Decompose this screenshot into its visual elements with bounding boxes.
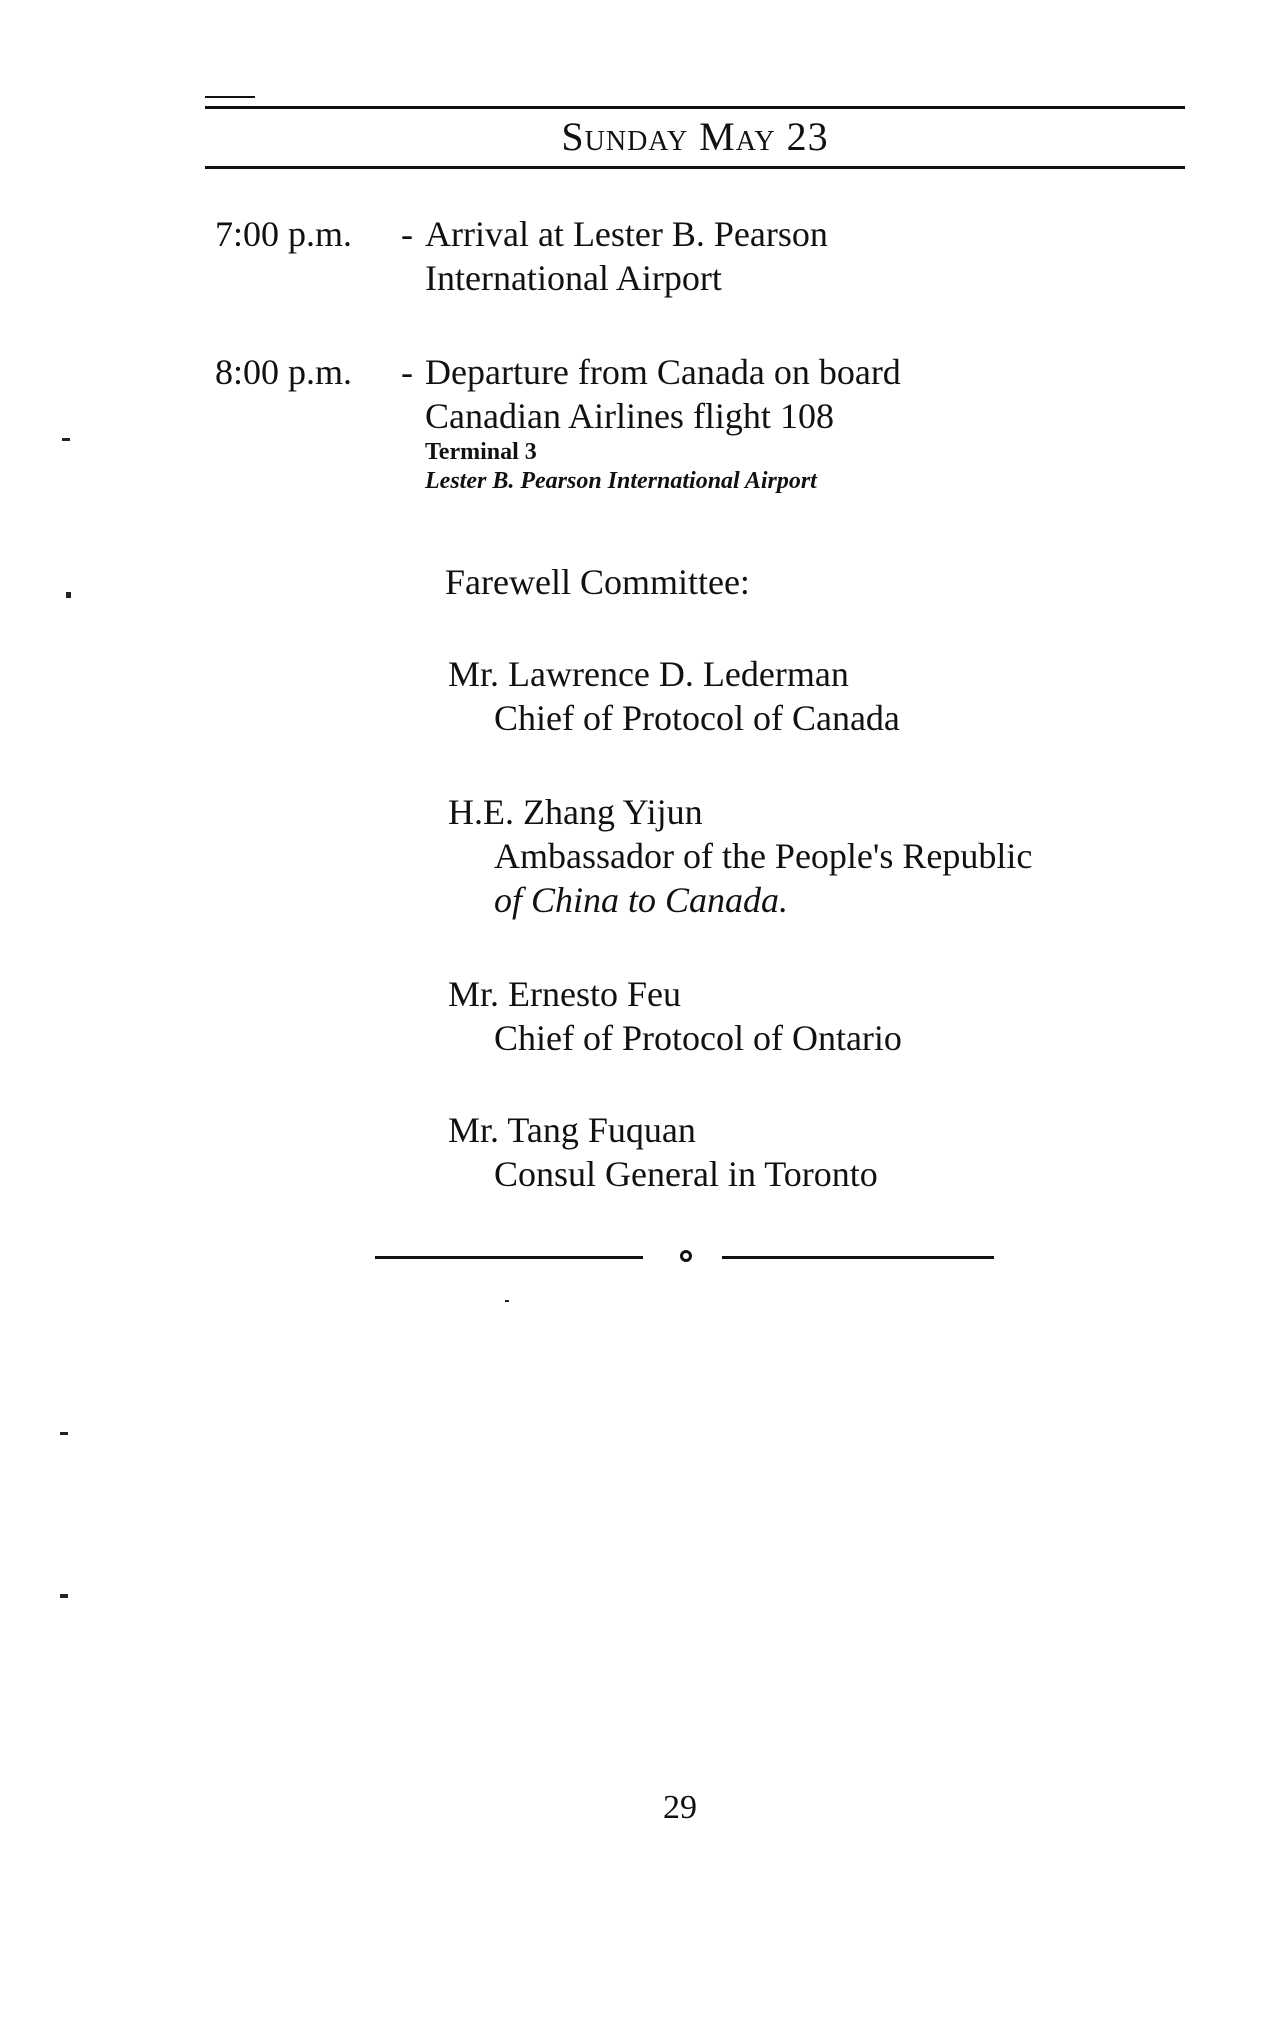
terminal-line: Terminal 3 <box>425 439 537 465</box>
committee-member <box>448 790 1032 922</box>
page-number: 29 <box>663 1789 697 1826</box>
header-rule-stub <box>205 96 255 98</box>
airport-line: Lester B. Pearson International Airport <box>425 468 817 494</box>
scan-speck <box>66 592 71 598</box>
member-role: of China to Canada. <box>494 880 789 920</box>
entry-description <box>401 212 1280 300</box>
member-role: Chief of Protocol of Ontario <box>494 1018 902 1058</box>
committee-member <box>448 972 902 1060</box>
entry-dash: - <box>401 214 413 254</box>
header-top-rule <box>205 106 1185 109</box>
member-name: Mr. Ernesto Feu <box>448 974 681 1014</box>
committee-title: Farewell Committee: <box>445 562 750 602</box>
day-heading: Sunday May 23 <box>561 114 829 159</box>
entry-line: Arrival at Lester B. Pearson <box>425 214 828 254</box>
member-name: H.E. Zhang Yijun <box>448 792 703 832</box>
entry-line: Departure from Canada on board <box>425 352 901 392</box>
committee-member <box>448 652 900 740</box>
committee-member <box>448 1108 878 1196</box>
member-role: Chief of Protocol of Canada <box>494 698 900 738</box>
scan-speck <box>505 1300 509 1302</box>
scan-speck <box>62 438 70 441</box>
entry-time: 7:00 p.m. <box>215 214 353 254</box>
member-role: Consul General in Toronto <box>494 1154 878 1194</box>
ornament-rule-right <box>722 1256 994 1259</box>
member-name: Mr. Lawrence D. Lederman <box>448 654 849 694</box>
scan-speck <box>60 1432 68 1435</box>
header-bottom-rule <box>205 166 1185 169</box>
member-name: Mr. Tang Fuquan <box>448 1110 696 1150</box>
entry-time: 8:00 p.m. <box>215 352 353 392</box>
scan-speck <box>60 1594 68 1598</box>
entry-line: International Airport <box>425 258 722 298</box>
entry-description <box>401 350 1280 496</box>
entry-line: Canadian Airlines flight 108 <box>425 396 834 436</box>
member-role: Ambassador of the People's Republic <box>494 836 1033 876</box>
ornament-dot <box>680 1250 692 1262</box>
entry-dash: - <box>401 352 413 392</box>
ornament-rule-left <box>375 1256 643 1259</box>
